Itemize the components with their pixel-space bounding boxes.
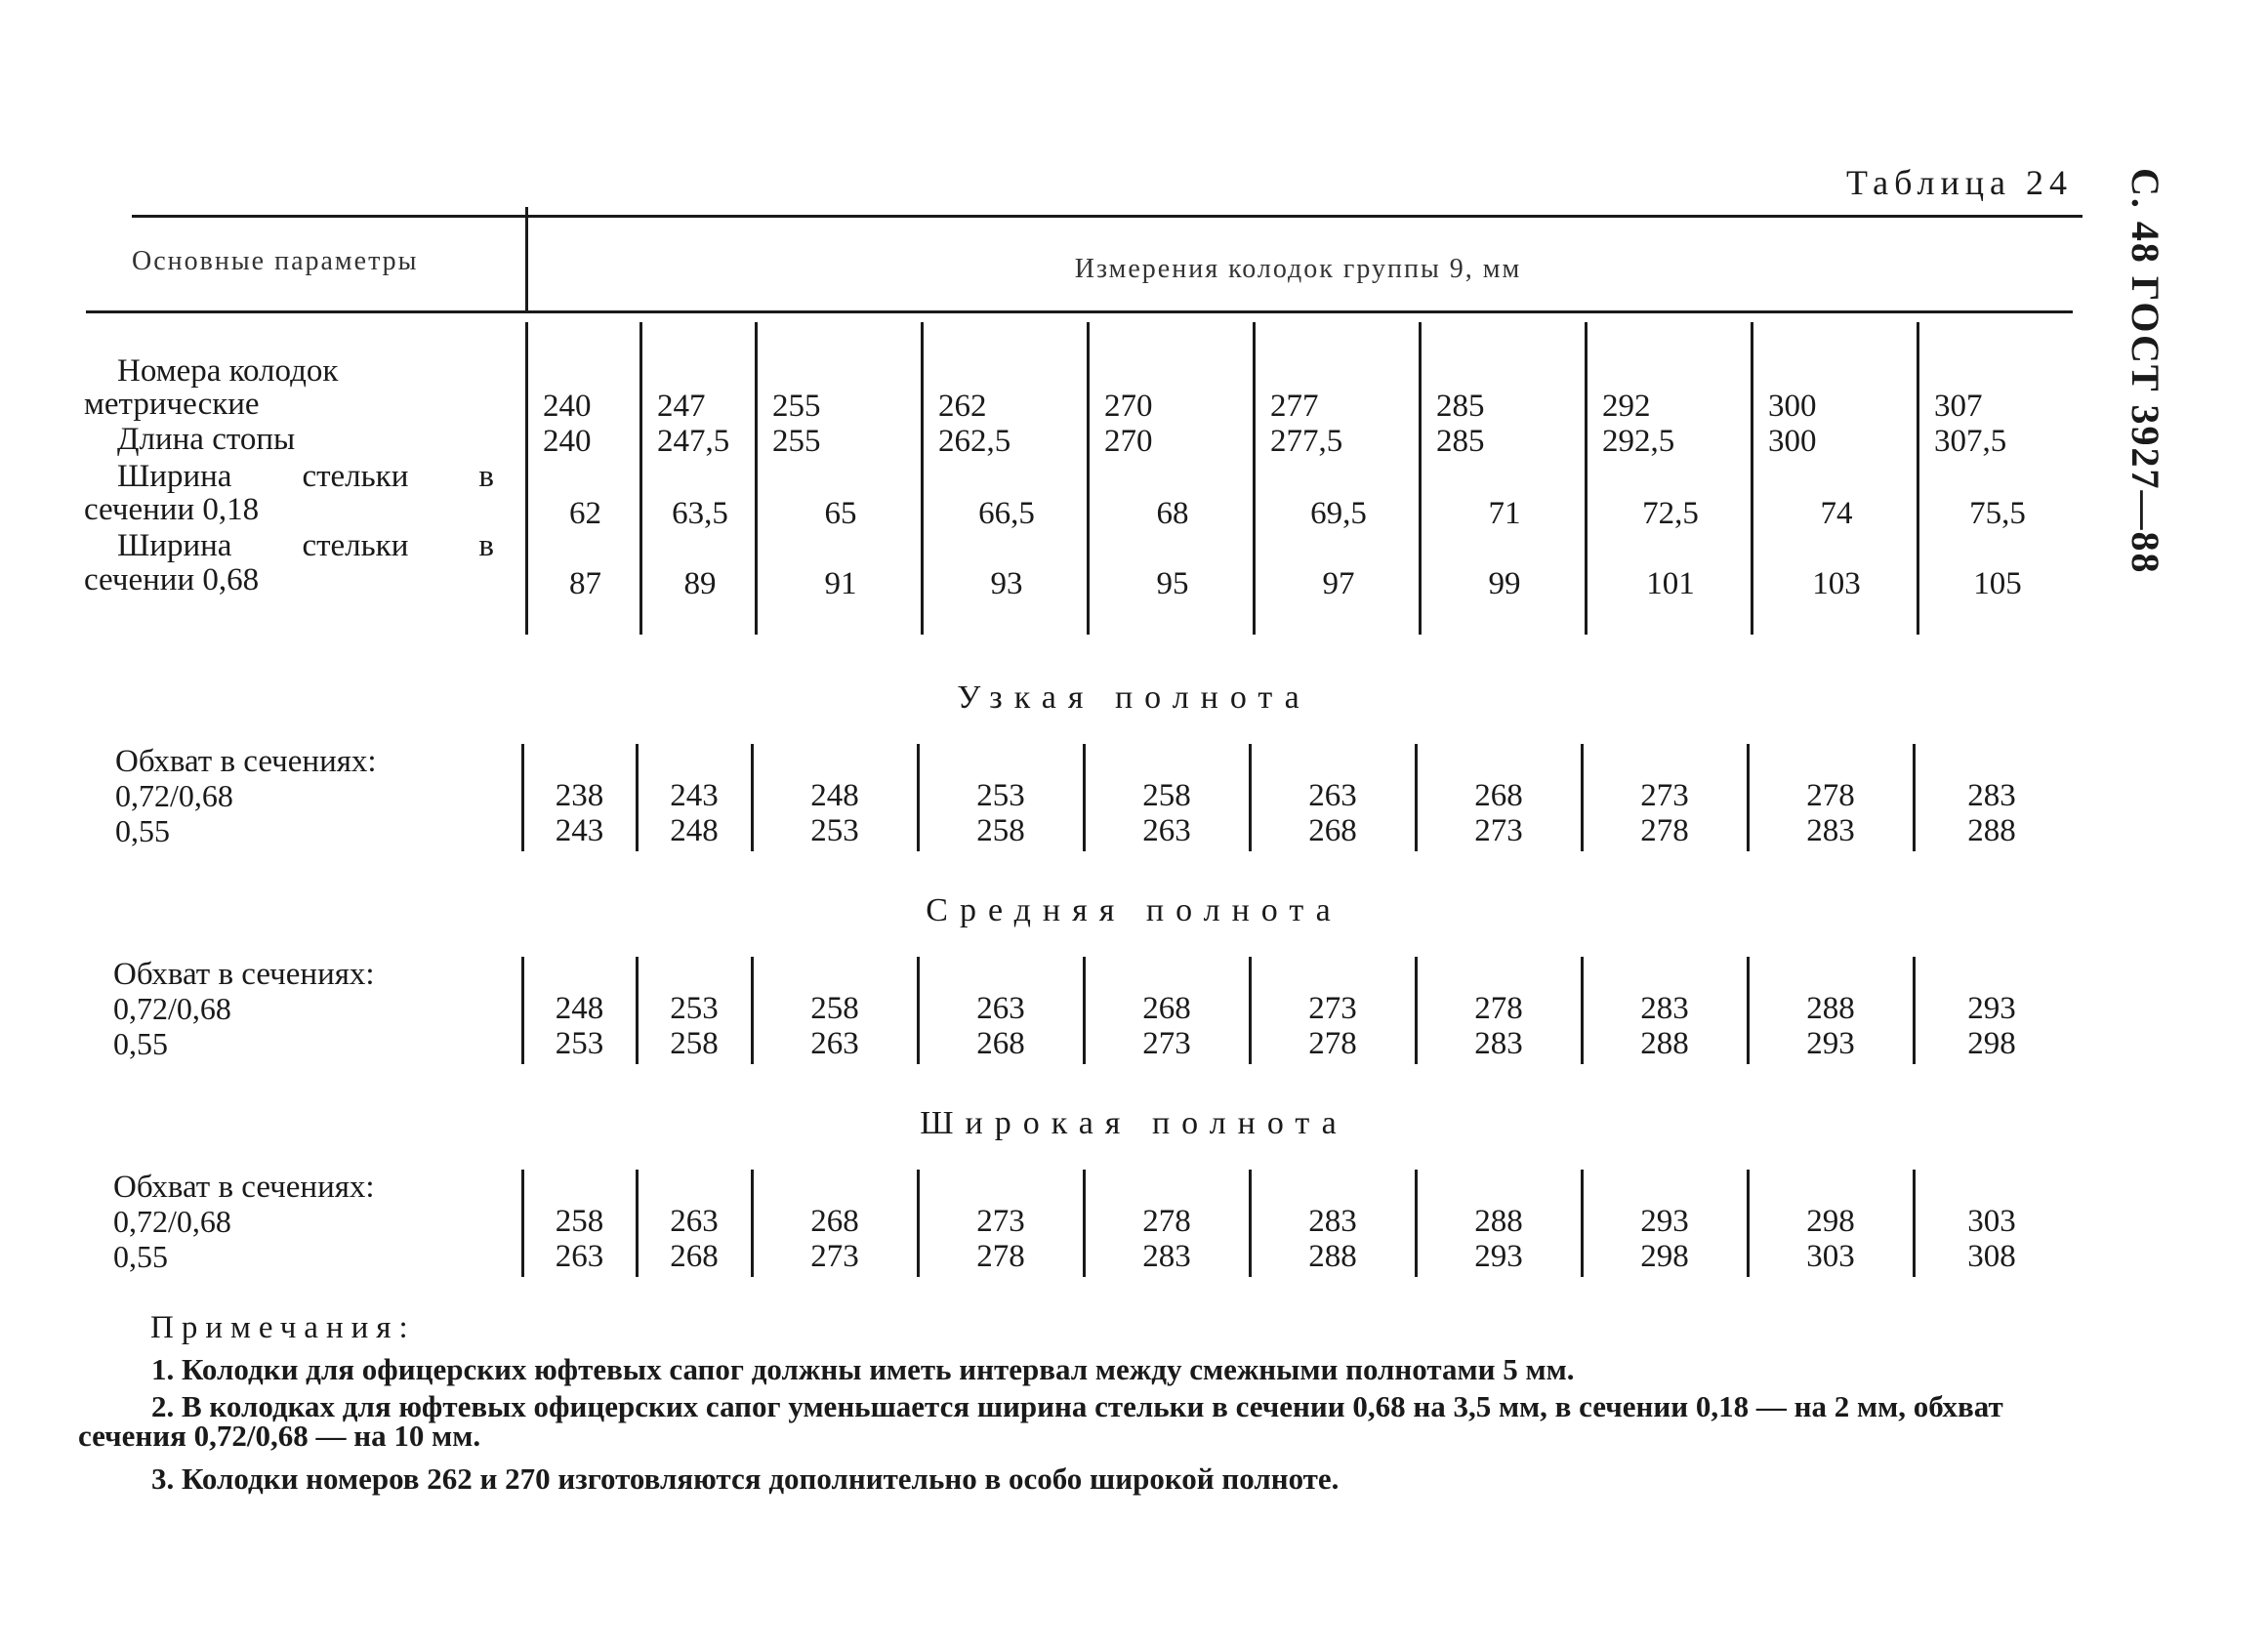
column-divider xyxy=(755,322,758,635)
band-column-divider xyxy=(1581,957,1584,1064)
band-medium-label-1: Обхват в сечениях: xyxy=(113,957,375,992)
cell-insole-018: 65 xyxy=(824,496,857,531)
cell-girth-072-068: 263 xyxy=(1308,778,1357,813)
band-medium-label-2: 0,72/0,68 xyxy=(113,991,231,1026)
label-foot-length: Длина стопы xyxy=(117,422,296,457)
cell-foot-length: 292,5 xyxy=(1602,424,1675,459)
label-insole-068-section: сечении 0,68 xyxy=(84,562,260,597)
cell-girth-055: 263 xyxy=(810,1026,859,1061)
band-column-divider xyxy=(1415,744,1418,851)
cell-girth-055: 288 xyxy=(1967,813,2016,848)
band-column-divider xyxy=(1913,957,1916,1064)
band-column-divider xyxy=(1415,957,1418,1064)
band-wide-label-3: 0,55 xyxy=(113,1239,168,1274)
header-bottom-rule xyxy=(86,310,2073,313)
cell-girth-055: 253 xyxy=(555,1026,604,1061)
band-column-divider xyxy=(751,744,754,851)
note-3: 3. Колодки номеров 262 и 270 изготовляются дополнительно в особо широкой полноте. xyxy=(151,1461,1340,1496)
cell-number: 292 xyxy=(1602,389,1651,424)
cell-girth-072-068: 298 xyxy=(1806,1204,1855,1239)
column-divider xyxy=(1419,322,1422,635)
cell-girth-072-068: 273 xyxy=(1308,991,1357,1026)
cell-foot-length: 307,5 xyxy=(1934,424,2007,459)
cell-girth-072-068: 278 xyxy=(1474,991,1523,1026)
band-column-divider xyxy=(917,957,920,1064)
cell-insole-068: 93 xyxy=(990,566,1023,601)
column-divider xyxy=(1585,322,1588,635)
cell-girth-072-068: 273 xyxy=(1640,778,1689,813)
band-column-divider xyxy=(1083,957,1086,1064)
cell-insole-068: 89 xyxy=(683,566,717,601)
cell-girth-055: 288 xyxy=(1308,1239,1357,1274)
band-column-divider xyxy=(636,957,639,1064)
cell-number: 270 xyxy=(1104,389,1153,424)
cell-girth-055: 278 xyxy=(1640,813,1689,848)
cell-girth-072-068: 293 xyxy=(1640,1204,1689,1239)
band-wide-title: Широкая полнота xyxy=(920,1105,1348,1141)
cell-girth-055: 268 xyxy=(1308,813,1357,848)
cell-insole-018: 66,5 xyxy=(978,496,1035,531)
cell-number: 307 xyxy=(1934,389,1983,424)
cell-girth-072-068: 288 xyxy=(1806,991,1855,1026)
cell-foot-length: 270 xyxy=(1104,424,1153,459)
cell-number: 277 xyxy=(1270,389,1319,424)
cell-girth-072-068: 253 xyxy=(976,778,1025,813)
cell-foot-length: 247,5 xyxy=(657,424,730,459)
label-insole-068: Ширина стельки в xyxy=(117,528,494,563)
cell-insole-068: 87 xyxy=(569,566,601,601)
band-column-divider xyxy=(1913,744,1916,851)
cell-girth-055: 273 xyxy=(1142,1026,1191,1061)
cell-insole-068: 97 xyxy=(1322,566,1355,601)
band-column-divider xyxy=(917,1170,920,1277)
column-divider xyxy=(1751,322,1753,635)
cell-girth-072-068: 248 xyxy=(555,991,604,1026)
cell-foot-length: 255 xyxy=(772,424,821,459)
cell-insole-068: 105 xyxy=(1973,566,2022,601)
cell-girth-055: 288 xyxy=(1640,1026,1689,1061)
side-label: С. 48 ГОСТ 3927—88 xyxy=(2124,168,2167,575)
band-narrow-title: Узкая полнота xyxy=(957,679,1311,716)
cell-girth-055: 283 xyxy=(1474,1026,1523,1061)
note-1: 1. Колодки для офицерских юфтевых сапог должны иметь интервал между смежными полнотами 5 мм. xyxy=(151,1352,1575,1386)
cell-girth-072-068: 263 xyxy=(670,1204,719,1239)
band-column-divider xyxy=(1913,1170,1916,1277)
cell-foot-length: 262,5 xyxy=(938,424,1011,459)
cell-girth-072-068: 268 xyxy=(810,1204,859,1239)
cell-girth-055: 283 xyxy=(1142,1239,1191,1274)
band-column-divider xyxy=(521,744,524,851)
band-column-divider xyxy=(1581,1170,1584,1277)
header-params: Основные параметры xyxy=(132,246,419,276)
cell-girth-055: 293 xyxy=(1806,1026,1855,1061)
cell-girth-055: 263 xyxy=(1142,813,1191,848)
table-title: Таблица 24 xyxy=(1846,163,2073,202)
cell-girth-055: 303 xyxy=(1806,1239,1855,1274)
band-narrow-label-1: Обхват в сечениях: xyxy=(115,744,377,779)
cell-insole-018: 72,5 xyxy=(1642,496,1699,531)
cell-girth-055: 263 xyxy=(555,1239,604,1274)
band-narrow-label-3: 0,55 xyxy=(115,813,170,848)
cell-insole-018: 71 xyxy=(1488,496,1521,531)
cell-girth-072-068: 258 xyxy=(1142,778,1191,813)
band-column-divider xyxy=(1747,744,1750,851)
band-column-divider xyxy=(521,1170,524,1277)
band-column-divider xyxy=(917,744,920,851)
table-top-rule xyxy=(132,215,2082,218)
cell-girth-072-068: 258 xyxy=(555,1204,604,1239)
cell-girth-055: 248 xyxy=(670,813,719,848)
cell-insole-068: 99 xyxy=(1488,566,1521,601)
band-column-divider xyxy=(1249,957,1252,1064)
band-column-divider xyxy=(636,1170,639,1277)
cell-girth-055: 258 xyxy=(670,1026,719,1061)
notes-heading: Примечания: xyxy=(150,1310,416,1345)
band-medium-title: Средняя полнота xyxy=(926,892,1342,928)
cell-girth-055: 243 xyxy=(555,813,604,848)
band-column-divider xyxy=(1083,1170,1086,1277)
band-column-divider xyxy=(1747,957,1750,1064)
cell-foot-length: 240 xyxy=(543,424,592,459)
cell-number: 262 xyxy=(938,389,987,424)
cell-girth-072-068: 238 xyxy=(555,778,604,813)
band-column-divider xyxy=(1083,744,1086,851)
column-divider xyxy=(639,322,642,635)
label-insole-018: Ширина стельки в xyxy=(117,459,494,494)
cell-girth-072-068: 303 xyxy=(1967,1204,2016,1239)
cell-insole-068: 101 xyxy=(1646,566,1695,601)
cell-number: 240 xyxy=(543,389,592,424)
cell-girth-072-068: 248 xyxy=(810,778,859,813)
label-numbers: Номера колодок xyxy=(117,353,339,389)
cell-girth-072-068: 283 xyxy=(1967,778,2016,813)
band-column-divider xyxy=(751,1170,754,1277)
column-divider xyxy=(1253,322,1256,635)
note-2: 2. В колодках для юфтевых офицерских сапог уменьшается ширина стельки в сечении 0,68 на 3,5 мм, в сечении 0,18 — на 2 мм, обхват сечения 0,72/0,68 — на 10 мм. xyxy=(78,1389,2003,1453)
cell-girth-072-068: 288 xyxy=(1474,1204,1523,1239)
cell-girth-055: 268 xyxy=(670,1239,719,1274)
band-column-divider xyxy=(1415,1170,1418,1277)
column-divider xyxy=(921,322,924,635)
cell-girth-072-068: 258 xyxy=(810,991,859,1026)
cell-girth-055: 293 xyxy=(1474,1239,1523,1274)
cell-girth-072-068: 293 xyxy=(1967,991,2016,1026)
cell-girth-055: 278 xyxy=(976,1239,1025,1274)
cell-girth-055: 278 xyxy=(1308,1026,1357,1061)
cell-girth-072-068: 263 xyxy=(976,991,1025,1026)
cell-girth-072-068: 283 xyxy=(1308,1204,1357,1239)
band-narrow-label-2: 0,72/0,68 xyxy=(115,778,233,813)
cell-foot-length: 277,5 xyxy=(1270,424,1343,459)
label-numbers-metric: метрические xyxy=(84,387,260,422)
cell-foot-length: 300 xyxy=(1768,424,1817,459)
cell-girth-055: 298 xyxy=(1640,1239,1689,1274)
cell-girth-072-068: 278 xyxy=(1142,1204,1191,1239)
band-wide-label-1: Обхват в сечениях: xyxy=(113,1170,375,1205)
band-medium-label-3: 0,55 xyxy=(113,1026,168,1061)
cell-girth-055: 273 xyxy=(810,1239,859,1274)
cell-girth-055: 298 xyxy=(1967,1026,2016,1061)
cell-number: 247 xyxy=(657,389,706,424)
band-wide-label-2: 0,72/0,68 xyxy=(113,1204,231,1239)
header-measurements: Измерения колодок группы 9, мм xyxy=(1074,254,1522,284)
band-column-divider xyxy=(1249,1170,1252,1277)
band-column-divider xyxy=(636,744,639,851)
cell-insole-018: 63,5 xyxy=(672,496,728,531)
cell-girth-072-068: 268 xyxy=(1474,778,1523,813)
band-column-divider xyxy=(751,957,754,1064)
column-divider xyxy=(1917,322,1919,635)
cell-girth-072-068: 243 xyxy=(670,778,719,813)
label-insole-018-section: сечении 0,18 xyxy=(84,492,260,527)
band-column-divider xyxy=(1581,744,1584,851)
cell-girth-072-068: 253 xyxy=(670,991,719,1026)
cell-number: 255 xyxy=(772,389,821,424)
cell-girth-072-068: 268 xyxy=(1142,991,1191,1026)
cell-girth-072-068: 273 xyxy=(976,1204,1025,1239)
band-column-divider xyxy=(521,957,524,1064)
cell-insole-018: 68 xyxy=(1156,496,1189,531)
cell-insole-018: 74 xyxy=(1820,496,1853,531)
header-divider xyxy=(525,207,528,312)
cell-girth-072-068: 278 xyxy=(1806,778,1855,813)
cell-girth-055: 253 xyxy=(810,813,859,848)
band-column-divider xyxy=(1747,1170,1750,1277)
cell-insole-068: 91 xyxy=(824,566,857,601)
cell-insole-068: 95 xyxy=(1156,566,1189,601)
cell-girth-055: 308 xyxy=(1967,1239,2016,1274)
cell-number: 300 xyxy=(1768,389,1817,424)
cell-foot-length: 285 xyxy=(1436,424,1485,459)
cell-girth-072-068: 283 xyxy=(1640,991,1689,1026)
cell-girth-055: 258 xyxy=(976,813,1025,848)
cell-girth-055: 268 xyxy=(976,1026,1025,1061)
band-column-divider xyxy=(1249,744,1252,851)
cell-insole-018: 62 xyxy=(569,496,601,531)
column-divider xyxy=(525,322,528,635)
cell-number: 285 xyxy=(1436,389,1485,424)
cell-insole-018: 69,5 xyxy=(1310,496,1367,531)
cell-insole-018: 75,5 xyxy=(1969,496,2026,531)
cell-girth-055: 273 xyxy=(1474,813,1523,848)
column-divider xyxy=(1087,322,1090,635)
cell-insole-068: 103 xyxy=(1812,566,1861,601)
cell-girth-055: 283 xyxy=(1806,813,1855,848)
